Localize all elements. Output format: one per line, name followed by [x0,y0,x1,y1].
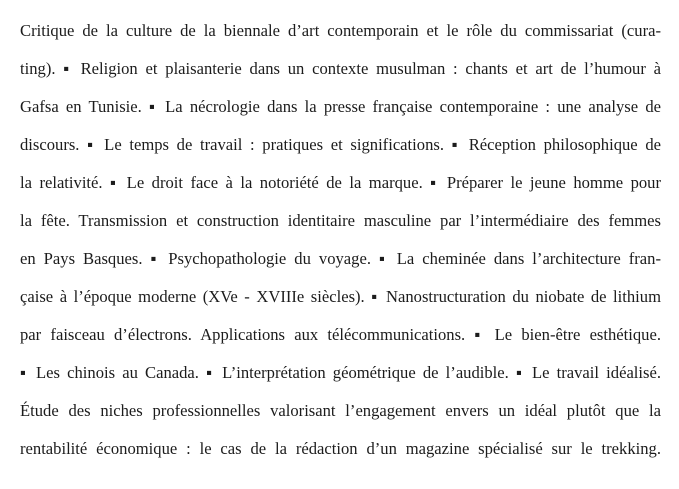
text-line: Gafsa en Tunisie. ▪ La nécrologie dans la presse française contemporaine : une analyse de [20,97,661,116]
text-line: par faisceau d’électrons. Applications aux télécommunications. ▪ Le bien-être esthétique. [20,325,661,344]
thesis-titles-paragraph [20,18,661,474]
text-line: discours. ▪ Le temps de travail : pratiques et significations. ▪ Réception philosophique de [20,135,661,154]
text-line: Étude des niches professionnelles valorisant l’engagement envers un idéal plutôt que la [20,401,661,420]
text-line: ting). ▪ Religion et plaisanterie dans un contexte musulman : chants et art de l’humour à [20,59,661,78]
text-line: Critique de la culture de la biennale d’art contemporain et le rôle du commissariat (cura- [20,21,661,40]
text-line: ▪ Les chinois au Canada. ▪ L’interprétation géométrique de l’audible. ▪ Le travail idéalisé. [20,363,661,382]
text-line: la fête. Transmission et construction identitaire masculine par l’intermédiaire des femmes [20,211,661,230]
text-line: la relativité. ▪ Le droit face à la notoriété de la marque. ▪ Préparer le jeune homme pour [20,173,661,192]
text-line: çaise à l’époque moderne (XVe - XVIIIe siècles). ▪ Nanostructuration du niobate de lithium [20,287,661,306]
text-line: en Pays Basques. ▪ Psychopathologie du voyage. ▪ La cheminée dans l’architecture fran- [20,249,661,268]
text-line: rentabilité économique : le cas de la rédaction d’un magazine spécialisé sur le trekking. [20,439,661,458]
